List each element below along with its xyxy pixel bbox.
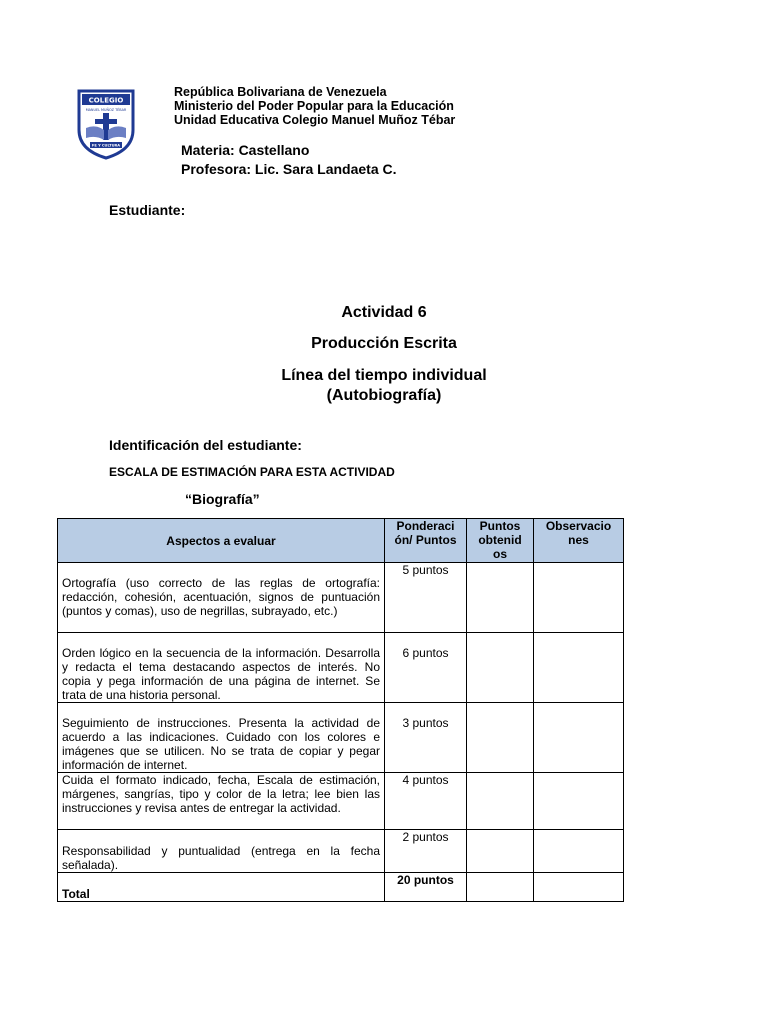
course-info [181, 141, 397, 179]
rubric-observations-cell[interactable] [534, 773, 624, 830]
total-observations-cell[interactable] [534, 873, 624, 902]
rubric-points: 4 puntos [385, 773, 467, 830]
rubric-row [58, 830, 624, 873]
logo-subtitle-text: MANUEL MUÑOZ TÉBAR [85, 108, 127, 112]
rubric-row [58, 563, 624, 633]
rubric-obtained-cell[interactable] [467, 703, 534, 773]
rubric-obtained-cell[interactable] [467, 633, 534, 703]
total-obtained-cell[interactable] [467, 873, 534, 902]
rubric-header-row [58, 519, 624, 563]
rubric-observations-cell[interactable] [534, 703, 624, 773]
subject-label: Materia: Castellano [181, 142, 310, 158]
timeline-title-line1: Línea del tiempo individual [281, 367, 487, 384]
rubric-observations-cell[interactable] [534, 633, 624, 703]
timeline-title [0, 366, 768, 406]
logo-motto-text: FE Y CULTURA [91, 143, 121, 148]
timeline-title-line2: (Autobiografía) [326, 387, 442, 404]
rubric-aspect: Ortografía (uso correcto de las reglas de ortografía: redacción, cohesión, acentuación, signos de puntuación (puntos y comas), uso de negrillas, subrayado, etc.) [58, 563, 385, 633]
total-label: Total [58, 873, 385, 902]
production-title: Producción Escrita [311, 335, 457, 352]
rubric-points: 2 puntos [385, 830, 467, 873]
header-weight: Ponderaci ón/ Puntos [385, 519, 467, 563]
header-line-ministry: Ministerio del Poder Popular para la Educación [174, 99, 454, 113]
rubric-aspect: Seguimiento de instrucciones. Presenta la actividad de acuerdo a las indicaciones. Cuidado con los colores e imágenes que se utilicen. No se trata de copiar y pegar información de internet. [58, 703, 385, 773]
rubric-observations-cell[interactable] [534, 563, 624, 633]
rubric-points: 3 puntos [385, 703, 467, 773]
header-line-country: República Bolivariana de Venezuela [174, 85, 387, 99]
header-observations: Observacio nes [534, 519, 624, 563]
rubric-row [58, 773, 624, 830]
identification-label: Identificación del estudiante: [109, 437, 302, 453]
rubric-obtained-cell[interactable] [467, 773, 534, 830]
biography-label: “Biografía” [185, 491, 260, 507]
teacher-label: Profesora: Lic. Sara Landaeta C. [181, 161, 397, 177]
header-line-school: Unidad Educativa Colegio Manuel Muñoz Tébar [174, 113, 456, 127]
logo-title-text: COLEGIO [88, 96, 124, 105]
rubric-row [58, 703, 624, 773]
rubric-observations-cell[interactable] [534, 830, 624, 873]
school-shield-icon [76, 88, 136, 160]
school-logo [76, 88, 136, 160]
header-obtained: Puntos obtenid os [467, 519, 534, 563]
scale-label: ESCALA DE ESTIMACIÓN PARA ESTA ACTIVIDAD [109, 465, 395, 479]
rubric-row [58, 633, 624, 703]
rubric-points: 5 puntos [385, 563, 467, 633]
activity-title: Actividad 6 [341, 304, 427, 321]
institution-header [174, 85, 455, 127]
student-label: Estudiante: [109, 202, 186, 218]
header-aspects: Aspectos a evaluar [58, 519, 385, 563]
total-points: 20 puntos [385, 873, 467, 902]
rubric-obtained-cell[interactable] [467, 563, 534, 633]
rubric-aspect: Cuida el formato indicado, fecha, Escala de estimación, márgenes, sangrías, tipo y color de la letra; lee bien las instrucciones y revisa antes de entregar la actividad. [58, 773, 385, 830]
rubric-aspect: Responsabilidad y puntualidad (entrega en la fecha señalada). [58, 830, 385, 873]
rubric-table [57, 518, 624, 902]
rubric-points: 6 puntos [385, 633, 467, 703]
rubric-total-row [58, 873, 624, 902]
rubric-obtained-cell[interactable] [467, 830, 534, 873]
rubric-aspect: Orden lógico en la secuencia de la información. Desarrolla y redacta el tema destacando aspectos de interés. No copia y pega información de una página de internet. Se trata de una historia personal. [58, 633, 385, 703]
